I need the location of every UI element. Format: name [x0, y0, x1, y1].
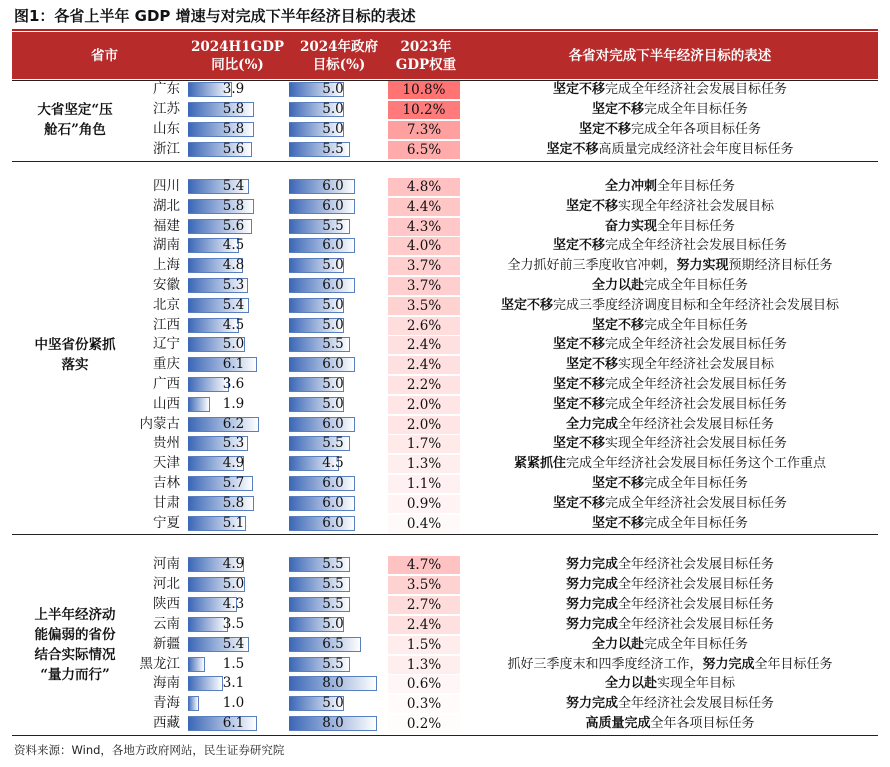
- gdp-weight-cell: 0.3%: [388, 695, 460, 713]
- gdp-growth-value: 5.4: [222, 296, 245, 313]
- target-statement: [462, 236, 878, 255]
- target-cell: [289, 635, 377, 654]
- target-value: 6.0: [322, 178, 344, 194]
- gdp-growth-value: 4.9: [222, 455, 245, 472]
- statement-keyword: 坚定不移: [552, 238, 605, 254]
- gdp-growth-cell: [188, 120, 279, 139]
- target-value: 5.0: [322, 296, 344, 313]
- header-description: 各省对完成下半年经济目标的表述: [568, 47, 772, 64]
- target-cell: [289, 514, 377, 533]
- gdp-growth-cell: [188, 615, 279, 634]
- gdp-weight-cell: 10.8%: [388, 81, 460, 99]
- gdp-growth-value: 3.5: [222, 615, 245, 632]
- target-cell: [289, 395, 377, 414]
- province-name: 重庆: [153, 356, 180, 373]
- gdp-weight-cell: 3.5%: [388, 576, 460, 594]
- statement-keyword: 努力完成: [565, 616, 618, 632]
- target-statement: [462, 434, 878, 453]
- target-statement: [462, 217, 878, 236]
- statement-rest: 全年经济社会发展目标任务: [618, 416, 775, 432]
- statement-rest: 完成全年目标任务: [644, 317, 749, 333]
- target-statement: [462, 655, 878, 674]
- statement-rest: 全年经济社会发展目标任务: [618, 557, 775, 572]
- gdp-growth-cell: [188, 316, 279, 335]
- gdp-growth-cell: [188, 355, 279, 374]
- statement-keyword: 坚定不移: [591, 515, 644, 531]
- target-statement: [462, 494, 878, 513]
- statement-keyword: 坚定不移: [565, 357, 618, 373]
- target-statement: [462, 316, 878, 335]
- province-name: 江西: [153, 316, 180, 333]
- target-cell: [289, 120, 377, 139]
- province-name: 辽宁: [153, 336, 180, 353]
- target-statement: [462, 177, 878, 196]
- province-name: 西藏: [153, 715, 180, 732]
- target-value: 5.0: [322, 81, 344, 97]
- province-name: 四川: [153, 178, 180, 194]
- province-name: 黑龙江: [139, 655, 180, 672]
- gdp-weight-cell: 10.2%: [388, 101, 460, 119]
- group-label-core: 中坚省份紧抓 落实: [34, 337, 116, 373]
- target-cell: [289, 276, 377, 295]
- statement-keyword: 努力完成: [565, 696, 618, 712]
- gdp-growth-value: 3.9: [222, 81, 245, 97]
- target-statement: [462, 140, 878, 159]
- target-value: 6.0: [322, 356, 344, 373]
- target-value: 6.0: [322, 415, 344, 432]
- gdp-growth-value: 4.9: [222, 556, 245, 572]
- gdp-growth-value: 5.6: [222, 217, 245, 234]
- gdp-growth-cell: [188, 595, 279, 614]
- gdp-weight-cell: 4.4%: [388, 198, 460, 216]
- province-name: 贵州: [153, 435, 180, 452]
- statement-rest: 实现全年经济社会发展目标任务: [605, 436, 788, 452]
- target-statement: [462, 474, 878, 493]
- target-statement: [462, 674, 878, 693]
- target-cell: [289, 177, 377, 196]
- gdp-growth-cell: [188, 694, 279, 713]
- statement-rest: 完成全年经济社会发展目标任务: [605, 377, 788, 392]
- statement-prefix: 抓好三季度末和四季度经济工作，: [507, 656, 703, 672]
- target-value: 5.0: [322, 101, 344, 117]
- target-statement: [462, 256, 878, 275]
- figure-title: 图1：各省上半年 GDP 增速与对完成下半年经济目标的表述: [14, 7, 416, 25]
- gdp-weight-cell: 1.3%: [388, 455, 460, 473]
- province-name: 内蒙古: [139, 415, 180, 432]
- target-value: 6.0: [322, 514, 344, 531]
- target-value: 6.0: [322, 277, 344, 293]
- statement-keyword: 努力完成: [565, 596, 618, 612]
- statement-keyword: 努力完成: [565, 557, 618, 572]
- statement-rest: 完成全年经济社会发展目标任务: [605, 396, 788, 412]
- gdp-growth-value: 1.9: [222, 395, 245, 412]
- gdp-growth-cell: [188, 494, 279, 513]
- statement-keyword: 努力实现: [676, 258, 729, 274]
- gdp-growth-value: 3.1: [222, 675, 245, 692]
- target-cell: [289, 375, 377, 394]
- province-name: 广西: [153, 376, 180, 392]
- province-name: 天津: [153, 455, 180, 472]
- target-value: 5.5: [322, 575, 344, 592]
- gdp-weight-cell: 6.5%: [388, 141, 460, 159]
- statement-keyword: 坚定不移: [552, 396, 605, 412]
- gdp-weight-cell: 7.3%: [388, 121, 460, 139]
- gdp-weight-cell: 4.7%: [388, 556, 460, 574]
- section-divider: [12, 534, 878, 535]
- province-name: 福建: [153, 217, 180, 234]
- gdp-growth-cell: [188, 514, 279, 533]
- gdp-weight-cell: 0.9%: [388, 495, 460, 513]
- title-rule: [12, 29, 878, 31]
- target-statement: [462, 395, 878, 414]
- target-value: 5.5: [322, 435, 344, 452]
- gdp-growth-cell: [188, 434, 279, 453]
- statement-rest: 完成全年各项目标任务: [631, 122, 762, 137]
- gdp-weight-cell: 0.2%: [388, 715, 460, 733]
- gdp-growth-cell: [188, 395, 279, 414]
- gdp-weight-cell: 1.5%: [388, 636, 460, 654]
- gdp-growth-value: 5.7: [222, 475, 245, 491]
- statement-rest: 完成全年目标任务: [644, 102, 749, 117]
- province-name: 陕西: [153, 595, 180, 612]
- target-cell: [289, 555, 377, 574]
- group-label-weak: 上半年经济动 能偏弱的省份 结合实际情况 “量力而行”: [34, 607, 116, 683]
- province-name: 山东: [153, 121, 180, 137]
- province-name: 北京: [153, 296, 180, 313]
- statement-keyword: 坚定不移: [591, 317, 644, 333]
- gdp-growth-cell: [188, 635, 279, 654]
- gdp-weight-cell: 0.6%: [388, 675, 460, 693]
- target-cell: [289, 694, 377, 713]
- gdp-growth-cell: [188, 335, 279, 354]
- target-statement: [462, 615, 878, 634]
- gdp-weight-cell: 2.0%: [388, 396, 460, 414]
- gdp-growth-value: 5.4: [222, 178, 245, 194]
- gdp-growth-value: 5.8: [222, 121, 245, 137]
- statement-rest: 高质量完成经济社会年度目标任务: [598, 142, 794, 157]
- statement-rest: 全年经济社会发展目标任务: [618, 576, 775, 592]
- target-cell: [289, 615, 377, 634]
- statement-keyword: 努力完成: [565, 576, 618, 592]
- target-value: 5.0: [322, 615, 344, 632]
- target-value: 5.5: [322, 217, 344, 234]
- target-statement: [462, 375, 878, 394]
- target-cell: [289, 217, 377, 236]
- gdp-growth-value: 5.1: [222, 514, 245, 531]
- statement-keyword: 坚定不移: [552, 436, 605, 452]
- gdp-growth-value: 1.5: [222, 655, 245, 672]
- statement-rest: 完成全年目标任务: [644, 476, 749, 491]
- target-value: 6.0: [322, 197, 344, 214]
- gdp-growth-value: 4.3: [222, 595, 245, 612]
- gdp-growth-cell: [188, 80, 279, 99]
- target-cell: [289, 316, 377, 335]
- group-label-large: 大省坚定“压 舱石”角色: [37, 102, 113, 138]
- target-statement: [462, 454, 878, 473]
- target-cell: [289, 494, 377, 513]
- gdp-growth-cell: [188, 454, 279, 473]
- statement-keyword: 全力以赴: [591, 636, 644, 652]
- gdp-growth-cell: [188, 100, 279, 119]
- target-cell: [289, 197, 377, 216]
- gdp-growth-value: 5.8: [222, 197, 245, 214]
- target-cell: [289, 80, 377, 99]
- statement-keyword: 努力完成: [702, 656, 755, 672]
- gdp-growth-cell: [188, 674, 279, 693]
- gdp-growth-cell: [188, 276, 279, 295]
- gdp-growth-value: 6.2: [222, 415, 245, 432]
- gdp-growth-cell: [188, 236, 279, 255]
- statement-rest: 完成全年经济社会发展目标任务: [605, 337, 788, 353]
- statement-keyword: 坚定不移: [552, 82, 605, 97]
- gdp-weight-cell: 2.4%: [388, 336, 460, 354]
- gdp-growth-cell: [188, 474, 279, 493]
- section-divider: [12, 161, 878, 162]
- gdp-weight-cell: 2.4%: [388, 356, 460, 374]
- gdp-weight-cell: 3.7%: [388, 257, 460, 275]
- gdp-growth-cell: [188, 555, 279, 574]
- statement-keyword: 坚定不移: [591, 102, 644, 117]
- header-weight: 2023年 GDP权重: [395, 38, 457, 73]
- gdp-weight-cell: 4.8%: [388, 178, 460, 196]
- target-statement: [462, 635, 878, 654]
- target-statement: [462, 276, 878, 295]
- header-target: 2024年政府 目标(%): [299, 38, 379, 73]
- statement-keyword: 奋力实现: [604, 218, 657, 234]
- target-cell: [289, 454, 377, 473]
- target-statement: [462, 514, 878, 533]
- gdp-growth-value: 5.8: [222, 494, 245, 511]
- gdp-growth-value: 5.6: [222, 141, 245, 157]
- gdp-growth-value: 5.4: [222, 635, 245, 652]
- statement-rest: 全年经济社会发展目标任务: [618, 696, 775, 712]
- statement-prefix: 全力抓好前三季度收官冲刺，: [507, 258, 677, 274]
- target-cell: [289, 474, 377, 493]
- target-cell: [289, 575, 377, 594]
- province-name: 广东: [153, 81, 180, 97]
- statement-keyword: 全力冲刺: [604, 179, 657, 194]
- province-name: 青海: [153, 695, 180, 712]
- gdp-weight-cell: 1.7%: [388, 435, 460, 453]
- statement-rest: 完成全年经济社会发展目标任务这个工作重点: [566, 456, 827, 472]
- statement-keyword: 全力完成: [565, 416, 618, 432]
- gdp-growth-value: 5.0: [222, 575, 245, 592]
- statement-keyword: 坚定不移: [552, 377, 605, 392]
- target-value: 4.5: [322, 455, 344, 472]
- target-value: 5.5: [322, 336, 344, 353]
- target-value: 5.0: [322, 316, 344, 333]
- province-name: 浙江: [153, 141, 180, 157]
- statement-rest: 实现全年目标: [657, 676, 736, 692]
- statement-rest: 完成全年目标任务: [644, 636, 749, 652]
- statement-rest: 完成全年经济社会发展目标任务: [605, 495, 788, 511]
- target-statement: [462, 120, 878, 139]
- statement-keyword: 坚定不移: [552, 337, 605, 353]
- table-header: [12, 32, 878, 79]
- province-name: 上海: [153, 257, 180, 274]
- statement-rest: 全年经济社会发展目标任务: [618, 596, 775, 612]
- gdp-growth-cell: [188, 415, 279, 434]
- gdp-growth-cell: [188, 197, 279, 216]
- statement-keyword: 坚定不移: [552, 495, 605, 511]
- target-value: 8.0: [322, 675, 344, 692]
- target-value: 5.5: [322, 141, 344, 157]
- target-statement: [462, 714, 878, 733]
- gdp-growth-cell: [188, 177, 279, 196]
- gdp-growth-value: 5.3: [222, 277, 245, 293]
- statement-rest: 全年各项目标任务: [650, 716, 755, 732]
- target-cell: [289, 236, 377, 255]
- gdp-growth-value: 4.5: [222, 316, 245, 333]
- gdp-growth-cell: [188, 714, 279, 733]
- target-statement: [462, 415, 878, 434]
- statement-keyword: 紧紧抓住: [513, 456, 566, 472]
- target-statement: [462, 595, 878, 614]
- statement-rest: 完成全年目标任务: [644, 278, 749, 293]
- target-cell: [289, 655, 377, 674]
- gdp-growth-value: 5.8: [222, 101, 245, 117]
- target-value: 8.0: [322, 715, 344, 732]
- province-name: 吉林: [153, 475, 180, 491]
- gdp-growth-value: 6.1: [222, 715, 245, 732]
- statement-keyword: 全力以赴: [604, 676, 657, 692]
- statement-rest: 完成全年目标任务: [644, 515, 749, 531]
- gdp-weight-cell: 2.4%: [388, 616, 460, 634]
- target-statement: [462, 80, 878, 99]
- gdp-weight-cell: 2.7%: [388, 596, 460, 614]
- target-statement: [462, 197, 878, 216]
- source-note: 资料来源：Wind，各地方政府网站，民生证券研究院: [14, 743, 285, 757]
- gdp-growth-value: 5.3: [222, 435, 245, 452]
- province-name: 宁夏: [153, 514, 180, 531]
- gdp-growth-cell: [188, 655, 279, 674]
- statement-rest: 全年目标任务: [657, 179, 736, 194]
- target-value: 5.5: [322, 595, 344, 612]
- statement-rest: 全年目标任务: [657, 218, 736, 234]
- gdp-growth-cell: [188, 256, 279, 275]
- statement-keyword: 坚定不移: [565, 198, 618, 214]
- province-name: 江苏: [153, 101, 180, 117]
- target-cell: [289, 714, 377, 733]
- province-name: 新疆: [153, 635, 180, 652]
- header-h1gdp: 2024H1GDP 同比(%): [190, 38, 285, 73]
- target-value: 5.5: [322, 655, 344, 672]
- gdp-weight-cell: 0.4%: [388, 515, 460, 533]
- target-value: 5.0: [322, 376, 344, 392]
- gdp-growth-cell: [188, 296, 279, 315]
- statement-rest: 预期经济目标任务: [728, 258, 833, 274]
- gdp-weight-cell: 1.1%: [388, 475, 460, 493]
- gdp-weight-cell: 4.3%: [388, 218, 460, 236]
- gdp-growth-cell: [188, 217, 279, 236]
- target-cell: [289, 256, 377, 275]
- target-value: 5.0: [322, 695, 344, 712]
- target-cell: [289, 595, 377, 614]
- target-statement: [462, 296, 878, 315]
- statement-rest: 完成全年经济社会发展目标任务: [605, 82, 788, 97]
- target-cell: [289, 335, 377, 354]
- target-cell: [289, 296, 377, 315]
- target-value: 5.5: [322, 556, 344, 572]
- gdp-weight-cell: 2.0%: [388, 416, 460, 434]
- gdp-weight-cell: 2.2%: [388, 376, 460, 394]
- target-cell: [289, 100, 377, 119]
- statement-keyword: 坚定不移: [591, 476, 644, 491]
- target-value: 5.0: [322, 121, 344, 137]
- target-statement: [462, 355, 878, 374]
- target-cell: [289, 434, 377, 453]
- gdp-growth-value: 3.6: [222, 376, 245, 392]
- statement-rest: 全年目标任务: [754, 656, 833, 672]
- gdp-growth-value: 5.0: [222, 336, 245, 353]
- gdp-growth-value: 4.8: [222, 257, 245, 274]
- province-name: 云南: [153, 615, 180, 632]
- statement-keyword: 坚定不移: [500, 297, 553, 313]
- target-value: 6.0: [322, 494, 344, 511]
- gdp-growth-value: 4.5: [222, 237, 245, 254]
- target-statement: [462, 100, 878, 119]
- target-cell: [289, 674, 377, 693]
- target-value: 6.0: [322, 237, 344, 254]
- target-value: 5.0: [322, 257, 344, 274]
- province-name: 海南: [153, 675, 180, 692]
- statement-keyword: 坚定不移: [546, 142, 599, 157]
- province-name: 安徽: [153, 277, 180, 293]
- province-name: 湖南: [153, 237, 180, 254]
- target-statement: [462, 335, 878, 354]
- province-name: 甘肃: [153, 494, 180, 511]
- statement-rest: 全年经济社会发展目标任务: [618, 616, 775, 632]
- gdp-weight-cell: 2.6%: [388, 317, 460, 335]
- statement-rest: 实现全年经济社会发展目标: [618, 357, 775, 373]
- gdp-growth-value: 6.1: [222, 356, 245, 373]
- target-statement: [462, 575, 878, 594]
- province-name: 河北: [153, 575, 180, 592]
- target-value: 6.0: [322, 475, 344, 491]
- statement-rest: 完成三季度经济调度目标和全年经济社会发展目标: [553, 297, 840, 313]
- gdp-weight-cell: 1.3%: [388, 656, 460, 674]
- gdp-weight-cell: 4.0%: [388, 237, 460, 255]
- header-province: 省市: [91, 47, 118, 64]
- gdp-weight-cell: 3.7%: [388, 277, 460, 295]
- target-cell: [289, 140, 377, 159]
- target-cell: [289, 355, 377, 374]
- gdp-growth-value: 1.0: [222, 695, 245, 712]
- statement-keyword: 全力以赴: [591, 278, 644, 293]
- province-name: 湖北: [153, 197, 180, 214]
- statement-rest: 实现全年经济社会发展目标: [618, 198, 775, 214]
- province-name: 山西: [153, 395, 180, 412]
- province-name: 河南: [153, 556, 180, 572]
- section-divider: [12, 735, 878, 736]
- statement-keyword: 高质量完成: [585, 716, 651, 732]
- gdp-growth-cell: [188, 575, 279, 594]
- gdp-weight-cell: 3.5%: [388, 297, 460, 315]
- target-statement: [462, 694, 878, 713]
- target-value: 6.5: [322, 635, 344, 652]
- statement-rest: 完成全年经济社会发展目标任务: [605, 238, 788, 254]
- gdp-growth-cell: [188, 375, 279, 394]
- statement-keyword: 坚定不移: [578, 122, 631, 137]
- target-statement: [462, 555, 878, 574]
- gdp-growth-cell: [188, 140, 279, 159]
- target-value: 5.0: [322, 395, 344, 412]
- target-cell: [289, 415, 377, 434]
